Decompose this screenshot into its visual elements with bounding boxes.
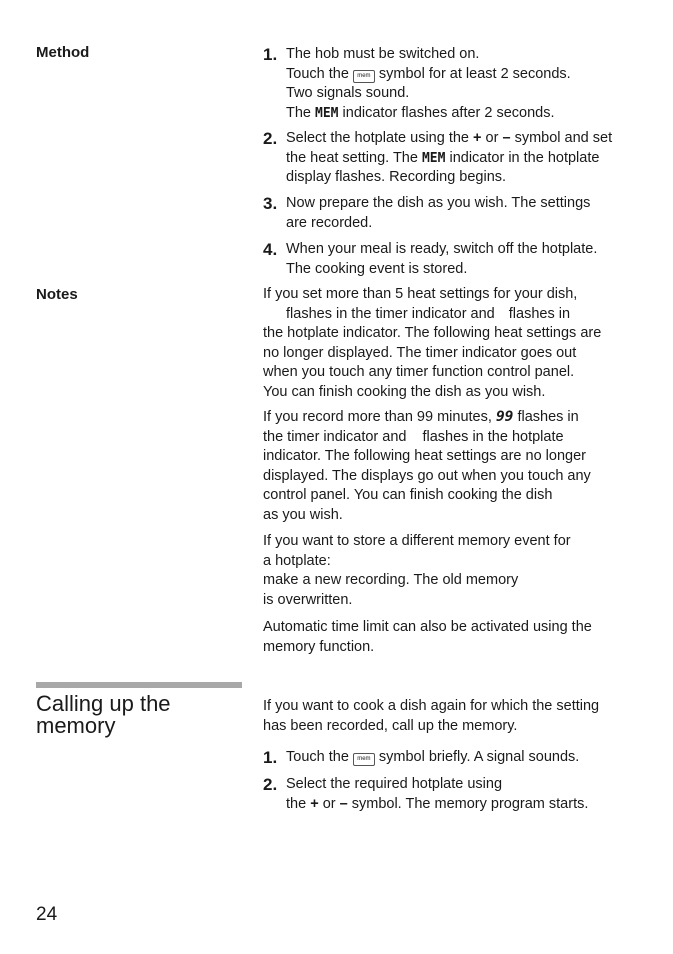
mem-icon: mem	[353, 70, 375, 83]
calling-step-1: Touch the mem symbol briefly. A signal sounds.	[286, 749, 580, 765]
step-text: Now prepare the dish as you wish. The settings	[286, 195, 591, 211]
step-number: 2.	[263, 129, 278, 148]
step-number: 1.	[263, 748, 278, 767]
notes-label: Notes	[36, 286, 78, 303]
segment-display-icon: 99	[495, 409, 514, 425]
method-step-1	[286, 45, 646, 123]
method-step-4	[286, 240, 646, 279]
method-label: Method	[36, 44, 90, 61]
minus-icon: –	[339, 795, 348, 812]
step-text: the heat setting. The MEM indicator in the hotplate	[286, 149, 600, 166]
step-number: 1.	[263, 45, 278, 64]
step-text: The MEM indicator flashes after 2 seconds.	[286, 104, 555, 121]
step-text: are recorded.	[286, 214, 373, 231]
step-text: display flashes. Recording begins.	[286, 169, 507, 185]
section-heading: Calling up the memory	[36, 691, 171, 738]
plus-icon: +	[310, 795, 319, 812]
plus-icon: +	[473, 130, 482, 146]
step-number: 3.	[263, 194, 278, 213]
step-text: Touch the mem symbol for at least 2 seconds.	[286, 65, 571, 82]
method-step-2	[286, 129, 646, 188]
step-text: The cooking event is stored.	[286, 260, 468, 277]
mem-indicator-icon: MEM	[421, 150, 446, 166]
minus-icon: –	[502, 130, 511, 146]
mem-indicator-icon: MEM	[315, 105, 339, 121]
section-divider	[36, 682, 242, 688]
step-text: Select the hotplate using the + or – symbol and set	[286, 130, 613, 146]
notes-paragraph-4: Automatic time limit can also be activated using the memory function.	[263, 619, 592, 655]
step-number: 4.	[263, 240, 278, 259]
step-text: Two signals sound.	[286, 85, 410, 101]
step-number: 2.	[263, 775, 278, 794]
notes-paragraph-3: If you want to store a different memory event for a hotplate: make a new recording. The old memory is overwritten.	[263, 533, 571, 608]
notes-paragraph-2: If you record more than 99 minutes, 99 flashes in the timer indicator and flashes in the hotplate indicator. The following heat settings are no longer displayed. The displays go out when you touch any control panel. You can finish cooking the dish as you wish.	[263, 409, 591, 523]
notes-paragraph-1: If you set more than 5 heat settings for your dish, flashes in the timer indicator and flashes in the hotplate indicator. The following heat settings are no longer displayed. The timer indicator goes out when you touch any timer function control panel. You can finish cooking the dish as you wish.	[263, 286, 602, 400]
step-text: The hob must be switched on.	[286, 46, 480, 62]
calling-intro: If you want to cook a dish again for which the setting has been recorded, call up the memory.	[263, 698, 600, 734]
page-number: 24	[36, 904, 58, 925]
mem-icon: mem	[353, 753, 375, 766]
step-text: When your meal is ready, switch off the hotplate.	[286, 241, 598, 257]
calling-step-2: Select the required hotplate using the + or – symbol. The memory program starts.	[286, 776, 589, 812]
method-step-3	[286, 194, 646, 233]
